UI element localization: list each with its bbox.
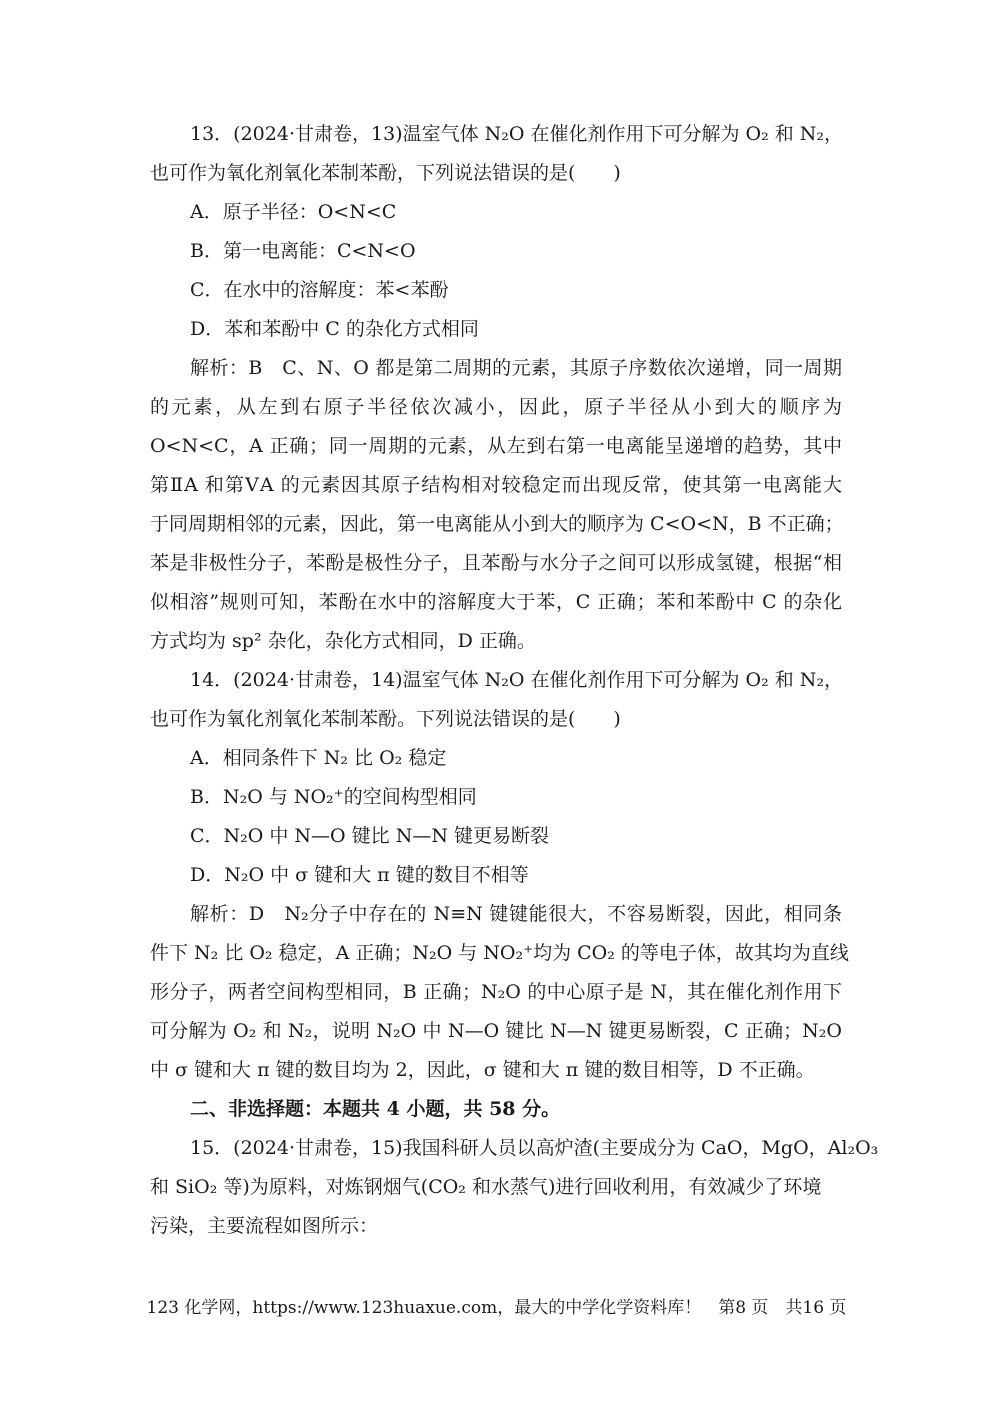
page-footer: 123 化学网，https://www.123huaxue.com，最大的中学化学资料库！ 第8 页 共16 页 <box>146 1298 847 1318</box>
q15-line1: 15．(2024·甘肃卷，15)我国科研人员以高炉渣(主要成分为 CaO，MgO，Al₂O₃ <box>190 1137 879 1159</box>
q13-answer-line: 解析：B C、N、O 都是第二周期的元素，其原子序数依次递增，同一周期 <box>190 357 842 379</box>
q13-option-b: B．第一电离能：C<N<O <box>190 240 416 262</box>
q13-answer-line: 似相溶”规则可知，苯酚在水中的溶解度大于苯，C 正确；苯和苯酚中 C 的杂化 <box>150 591 842 613</box>
q14-stem-line1: 14．(2024·甘肃卷，14)温室气体 N₂O 在催化剂作用下可分解为 O₂ 和 N₂， <box>190 669 844 691</box>
q13-option-a: A．原子半径：O<N<C <box>190 201 397 223</box>
q14-answer-line: 解析：D N₂分子中存在的 N≡N 键键能很大，不容易断裂，因此，相同条 <box>190 903 842 925</box>
q13-answer-line: 方式均为 sp² 杂化，杂化方式相同，D 正确。 <box>150 630 536 652</box>
q14-answer-line: 可分解为 O₂ 和 N₂，说明 N₂O 中 N—O 键比 N—N 键更易断裂，C 正确；N₂O <box>150 1020 842 1042</box>
q14-stem-line2: 也可作为氧化剂氧化苯制苯酚。下列说法错误的是( ) <box>150 708 621 730</box>
q13-answer-line: 的元素，从左到右原子半径依次减小，因此，原子半径从小到大的顺序为 <box>150 396 842 418</box>
section-heading: 二、非选择题：本题共 4 小题，共 58 分。 <box>190 1098 561 1120</box>
q14-option-b: B．N₂O 与 NO₂⁺的空间构型相同 <box>190 786 477 808</box>
q14-answer-line: 形分子，两者空间构型相同，B 正确；N₂O 的中心原子是 N，其在催化剂作用下 <box>150 981 842 1003</box>
q14-option-c: C．N₂O 中 N—O 键比 N—N 键更易断裂 <box>190 825 550 847</box>
q15-line3: 污染，主要流程如图所示： <box>150 1215 379 1237</box>
q14-answer-line: 中 σ 键和大 π 键的数目均为 2，因此，σ 键和大 π 键的数目相等，D 不正确。 <box>150 1059 815 1081</box>
q15-line2: 和 SiO₂ 等)为原料，对炼钢烟气(CO₂ 和水蒸气)进行回收利用，有效减少了环境 <box>150 1176 822 1198</box>
q13-answer-line: 第ⅡA 和第ⅤA 的元素因其原子结构相对较稳定而出现反常，使其第一电离能大 <box>150 474 842 496</box>
q13-stem-line1: 13．(2024·甘肃卷，13)温室气体 N₂O 在催化剂作用下可分解为 O₂ 和 N₂， <box>190 123 844 145</box>
q14-answer-line: 件下 N₂ 比 O₂ 稳定，A 正确；N₂O 与 NO₂⁺均为 CO₂ 的等电子体，故其均为直线 <box>150 942 849 964</box>
q13-stem-line2: 也可作为氧化剂氧化苯制苯酚，下列说法错误的是( ) <box>150 162 621 184</box>
q14-option-d: D．N₂O 中 σ 键和大 π 键的数目不相等 <box>190 864 529 886</box>
q13-answer-line: 于同周期相邻的元素，因此，第一电离能从小到大的顺序为 C<O<N，B 不正确； <box>150 513 844 535</box>
q13-option-d: D．苯和苯酚中 C 的杂化方式相同 <box>190 318 479 340</box>
q13-answer-line: O<N<C，A 正确；同一周期的元素，从左到右第一电离能呈递增的趋势，其中 <box>150 435 842 457</box>
q14-option-a: A．相同条件下 N₂ 比 O₂ 稳定 <box>190 747 447 769</box>
q13-option-c: C．在水中的溶解度：苯<苯酚 <box>190 279 449 301</box>
q13-answer-line: 苯是非极性分子，苯酚是极性分子，且苯酚与水分子之间可以形成氢键，根据“相 <box>150 552 842 574</box>
